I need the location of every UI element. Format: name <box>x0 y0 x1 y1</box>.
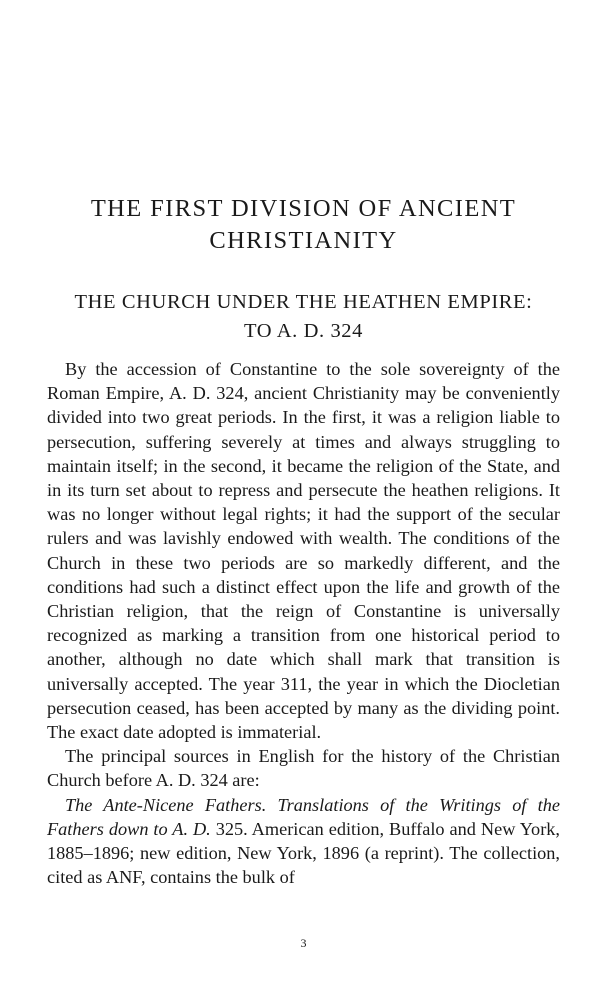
ante-nicene-title: The Ante-Nicene Fathers. Translations of the Writings of the Fathers down to A. D. <box>47 794 560 839</box>
division-title-line-2: CHRISTIANITY <box>209 227 398 254</box>
paragraph-sources: The principal sources in English for the history of the Christian Church before A. D. 324 are: <box>47 746 560 791</box>
paragraph-ante-nicene <box>47 793 560 890</box>
section-title-line-1: THE CHURCH UNDER THE HEATHEN EMPIRE: <box>74 291 533 313</box>
paragraph-intro: By the accession of Constantine to the sole sovereignty of the Roman Empire, A. D. 324, ancient Christianity may be conveniently divided into two great periods. In the first, it was a religion liable to persecution, suffering severely at times and always struggling to maintain itself; in the second, it became the religion of the State, and in its turn set about to repress and persecute the heathen religions. It was no longer without legal rights; it had the support of the secular rulers and was lavishly endowed with wealth. The conditions of the Church in these two periods are so markedly different, and the conditions had such a distinct effect upon the life and growth of the Christian religion, that the reign of Constantine is universally recognized as marking a transition from one historical period to another, although no date which shall mark that transition is universally accepted. The year 311, the year in which the Diocletian persecution ceased, has been accepted by many as the dividing point. The exact date adopted is immaterial. <box>47 359 560 743</box>
section-title <box>30 288 577 346</box>
page-number: 3 <box>300 936 307 950</box>
section-title-line-2: TO A. D. 324 <box>243 320 363 342</box>
division-title <box>40 193 567 257</box>
division-title-line-1: THE FIRST DIVISION OF ANCIENT <box>90 195 517 222</box>
body-text <box>47 357 560 889</box>
ante-nicene-description: 325. American edition, Buffalo and New York, 1885–1896; new edition, New York, 1896 (a reprint). The collection, cited as ANF, contains the bulk of <box>47 818 560 888</box>
